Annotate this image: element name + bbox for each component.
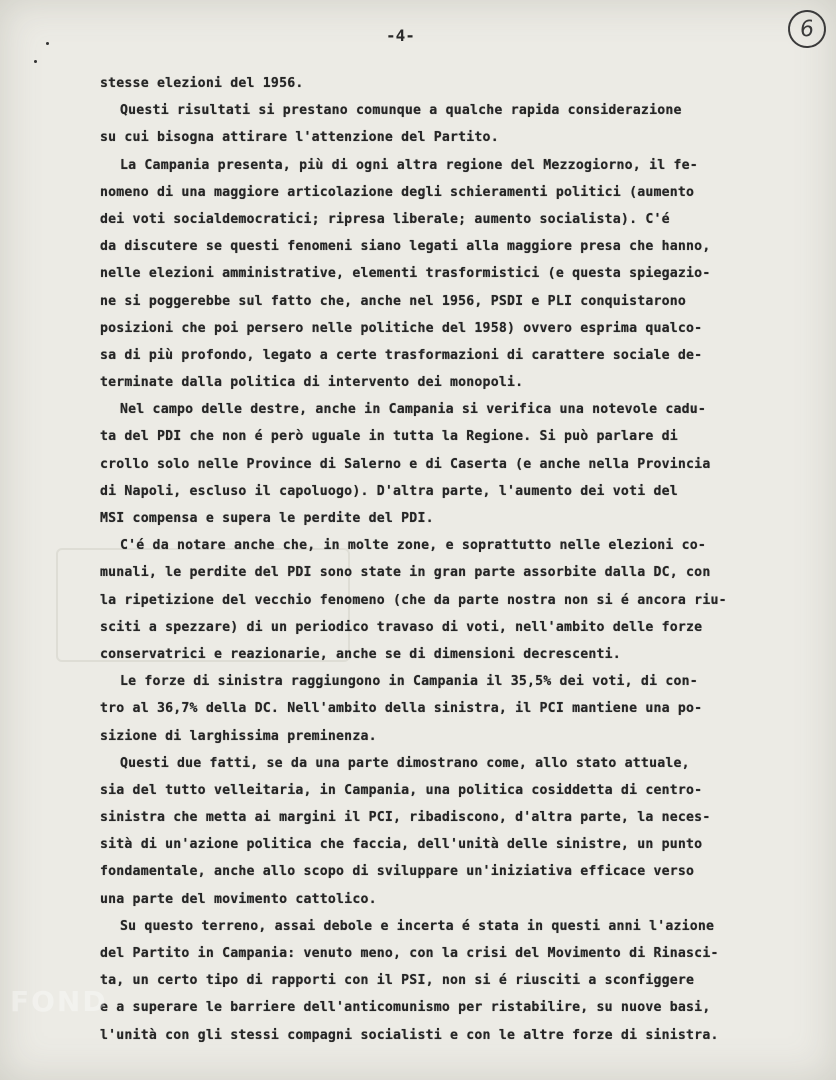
text-line: C'é da notare anche che, in molte zone, e soprattutto nelle elezioni co- <box>120 538 707 554</box>
text-line: nomeno di una maggiore articolazione degli schieramenti politici (aumento <box>100 184 695 200</box>
text-line: stesse elezioni del 1956. <box>100 76 304 91</box>
text-line: da discutere se questi fenomeni siano legati alla maggiore presa che hanno, <box>100 239 711 255</box>
text-line: fondamentale, anche allo scopo di sviluppare un'iniziativa efficace verso <box>100 864 695 880</box>
text-line: Nel campo delle destre, anche in Campania si verifica una notevole cadu- <box>120 402 707 418</box>
sheet-number: 6 <box>798 15 816 43</box>
text-line: La Campania presenta, più di ogni altra regione del Mezzogiorno, il fe- <box>120 157 698 173</box>
text-line: l'unità con gli stessi compagni socialisti e con le altre forze di sinistra. <box>100 1027 719 1043</box>
page-number: -4- <box>386 26 415 45</box>
text-line: ne si poggerebbe sul fatto che, anche nel 1956, PSDI e PLI conquistarono <box>100 293 687 309</box>
text-line: sia del tutto velleitaria, in Campania, una politica cosiddetta di centro- <box>100 782 703 798</box>
text-line: ta del PDI che non é però uguale in tutta la Regione. Si può parlare di <box>100 429 678 445</box>
text-line: Le forze di sinistra raggiungono in Campania il 35,5% dei voti, di con- <box>120 674 698 690</box>
text-line: sità di un'azione politica che faccia, dell'unità delle sinistre, un punto <box>100 837 703 853</box>
text-line: sa di più profondo, legato a certe trasformazioni di carattere sociale de- <box>100 347 703 363</box>
text-line: dei voti socialdemocratici; ripresa liberale; aumento socialista). C'é <box>100 211 670 227</box>
text-line: munali, le perdite del PDI sono state in gran parte assorbite dalla DC, con <box>100 565 711 581</box>
text-line: MSI compensa e supera le perdite del PDI. <box>100 511 434 526</box>
text-line: Questi due fatti, se da una parte dimostrano come, allo stato attuale, <box>120 755 690 771</box>
text-line: conservatrici e reazionarie, anche se di dimensioni decrescenti. <box>100 646 621 662</box>
text-line: su cui bisogna attirare l'attenzione del Partito. <box>100 130 499 146</box>
text-line: di Napoli, escluso il capoluogo). D'altra parte, l'aumento dei voti del <box>100 483 678 499</box>
ink-speck <box>34 60 37 63</box>
text-line: Questi risultati si prestano comunque a qualche rapida considerazione <box>120 103 682 119</box>
text-line: una parte del movimento cattolico. <box>100 891 377 907</box>
text-line: sizione di larghissima preminenza. <box>100 728 377 744</box>
body-text <box>100 70 822 1049</box>
watermark: FOND <box>10 985 108 1018</box>
ink-speck <box>46 42 49 45</box>
text-line: nelle elezioni amministrative, elementi trasformistici (e questa spiegazio- <box>100 266 711 282</box>
text-line: tro al 36,7% della DC. Nell'ambito della sinistra, il PCI mantiene una po- <box>100 701 703 717</box>
sheet-number-circle <box>786 8 828 50</box>
text-line: crollo solo nelle Province di Salerno e di Caserta (e anche nella Provincia <box>100 456 711 472</box>
text-line: terminate dalla politica di intervento dei monopoli. <box>100 375 524 391</box>
text-line: posizioni che poi persero nelle politiche del 1958) ovvero esprima qualco- <box>100 320 703 336</box>
text-line: Su questo terreno, assai debole e incerta é stata in questi anni l'azione <box>120 918 715 934</box>
text-line: sinistra che metta ai margini il PCI, ribadiscono, d'altra parte, la neces- <box>100 810 711 826</box>
text-line: sciti a spezzare) di un periodico travaso di voti, nell'ambito delle forze <box>100 619 703 635</box>
text-line: la ripetizione del vecchio fenomeno (che da parte nostra non si é ancora riu- <box>100 592 727 608</box>
text-line: ta, un certo tipo di rapporti con il PSI, non si é riusciti a sconfiggere <box>100 973 695 989</box>
text-line: del Partito in Campania: venuto meno, con la crisi del Movimento di Rinasci- <box>100 946 719 961</box>
text-line: e a superare le barriere dell'anticomunismo per ristabilire, su nuove basi, <box>100 1000 711 1016</box>
